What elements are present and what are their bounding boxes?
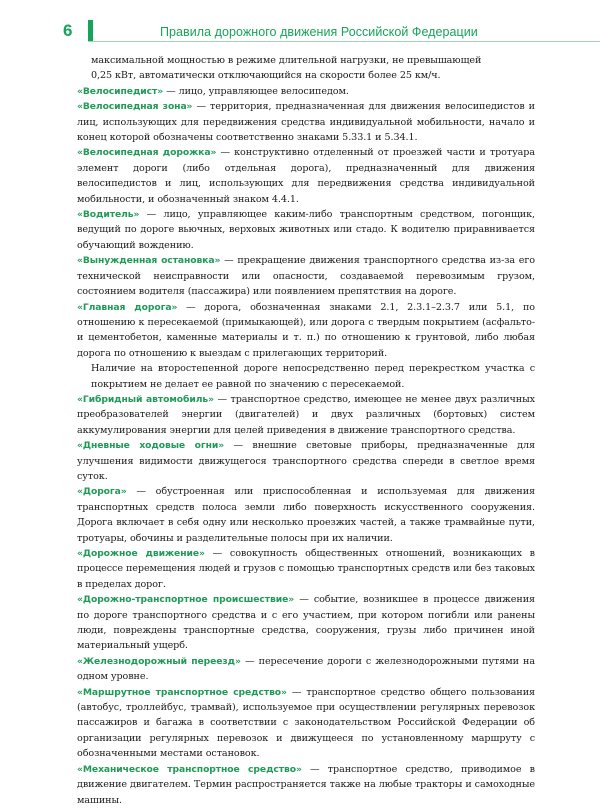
term: «Гибридный автомобиль»	[77, 393, 214, 405]
intro-line-1: максимальной мощностью в режиме длительной нагрузки, не превышающей	[91, 55, 482, 66]
definition-entry	[77, 654, 535, 685]
term: «Велосипедная зона»	[77, 101, 193, 113]
term: «Велосипедная дорожка»	[77, 147, 217, 159]
definition-entry	[77, 99, 535, 145]
page-body	[77, 53, 535, 808]
term: «Маршрутное транспортное средство»	[77, 686, 287, 698]
term: «Главная дорога»	[77, 301, 178, 313]
term: «Механическое транспортное средство»	[77, 763, 302, 775]
definition-entry	[77, 762, 535, 808]
definition-entry	[77, 438, 535, 484]
definition-note	[77, 361, 535, 392]
definition-entry	[77, 392, 535, 438]
running-title: Правила дорожного движения Российской Федерации	[160, 25, 478, 39]
term: «Дневные ходовые огни»	[77, 440, 225, 452]
definition: — прекращение движения транспортного средства из-за его технической неисправности или опасности, создаваемой перевозимым грузом, состоянием водителя (пассажира) или появлением препятствия на дороге.	[77, 255, 535, 298]
term: «Водитель»	[77, 209, 140, 221]
term: «Велосипедист»	[77, 85, 164, 97]
term: «Дорожное движение»	[77, 548, 205, 559]
definition: — транспортное средство, приводимое в движение двигателем. Термин распространяется также на любые тракторы и самоходные машины.	[77, 763, 535, 806]
definition-entry	[77, 84, 535, 99]
term: «Дорожно-транспортное происшествие»	[77, 594, 295, 606]
definition-entry	[77, 253, 535, 299]
intro-paragraph	[77, 53, 535, 84]
definition: — пересечение дороги с железнодорожными путями на одном уровне.	[77, 655, 535, 683]
definition: — совокупность общественных отношений, возникающих в процессе перемещения людей и грузов с помощью транспортных средств или без таковых в пределах дорог.	[77, 548, 535, 590]
definition-entry	[77, 685, 535, 762]
definition: — лицо, управляющее каким-либо транспортным средством, погонщик, ведущий по дороге вьючных, верховых животных или стадо. К водителю приравнивается обучающий вождению.	[77, 209, 535, 251]
definition: — событие, возникшее в процессе движения по дороге транспортного средства и с его участием, при котором погибли или ранены люди, повреждены транспортные средства, сооружения, грузы либо причинен иной материальный ущерб.	[77, 594, 535, 652]
header-accent-bar	[88, 20, 93, 42]
definition: — обустроенная или приспособленная и используемая для движения транспортных средств полоса земли либо поверхность искусственного сооружения. Дорога включает в себя одну или несколько проезжих частей, а также трамвайные пути, тротуары, обочины и разделительные полосы при их наличии.	[77, 486, 535, 544]
definition: — транспортное средство, имеющее не менее двух различных преобразователей энергии (двигателей) и двух различных (бортовых) систем аккумулирования энергии для целей приведения в движение транспортного средства.	[77, 393, 535, 436]
definition: — дорога, обозначенная знаками 2.1, 2.3.1–2.3.7 или 5.1, по отношению к пересекаемой (примыкающей), или дорога с твердым покрытием (асфальто- и цементобетон, каменные материалы и т. п.) по отношению к грунтовой, либо любая дорога по отношению к выездам с прилегающих территорий.	[77, 301, 535, 359]
definition: — лицо, управляющее велосипедом.	[163, 85, 349, 97]
term: «Железнодорожный переезд»	[77, 655, 241, 667]
definition: — территория, предназначенная для движения велосипедистов и лиц, использующих для передвижения средства индивидуальной мобильности, начало и конец которой обозначены соответственно знаками 5.33.1 и 5.34.1.	[77, 101, 535, 144]
definition: — транспортное средство общего пользования (автобус, троллейбус, трамвай), используемое при осуществлении регулярных перевозок пассажиров и багажа в соответствии с законодательством Российской Федерации об организации регулярных перевозок и движущееся по установленному маршруту с обозначенными местами остановок.	[77, 686, 535, 760]
definition-entry	[77, 300, 535, 362]
term: «Вынужденная остановка»	[77, 255, 221, 267]
definition-entry	[77, 592, 535, 654]
page-header	[0, 0, 600, 46]
header-divider	[88, 41, 600, 42]
definition-entry	[77, 484, 535, 546]
definition: — конструктивно отделенный от проезжей части и тротуара элемент дороги (либо отдельная дорога), предназначенный для движения велосипедистов и лиц, использующих для передвижения средства индивидуальной мобильности, и обозначенный знаком 4.4.1.	[77, 147, 535, 205]
definition-entry	[77, 546, 535, 592]
page-number: 6	[63, 21, 73, 40]
definition: — внешние световые приборы, предназначенные для улучшения видимости движущегося транспортного средства спереди в светлое время суток.	[77, 440, 535, 482]
definition-entry	[77, 145, 535, 207]
intro-line-2: 0,25 кВт, автоматически отключающийся на скорости более 25 км/ч.	[91, 70, 441, 82]
note-text: Наличие на второстепенной дороге непосредственно перед перекрестком участка с покрытием не делает ее равной по значению с пересекаемой.	[91, 363, 535, 390]
term: «Дорога»	[77, 486, 127, 498]
definition-entry	[77, 207, 535, 253]
